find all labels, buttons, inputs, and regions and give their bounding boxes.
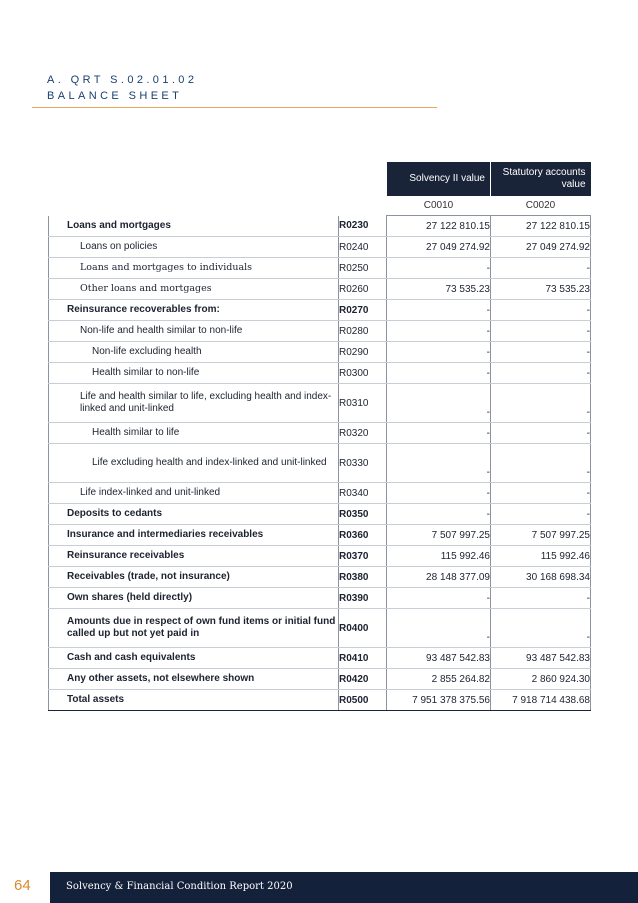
row-solvency-value: -: [387, 609, 491, 648]
row-label: Reinsurance receivables: [49, 546, 339, 567]
row-label: Own shares (held directly): [49, 588, 339, 609]
table-row: [49, 300, 591, 321]
row-statutory-value: -: [491, 342, 591, 363]
row-label: Non-life excluding health: [49, 342, 339, 363]
table-row: [49, 384, 591, 423]
row-label: Non-life and health similar to non-life: [49, 321, 339, 342]
row-solvency-value: 115 992.46: [387, 546, 491, 567]
row-label: Life excluding health and index-linked and unit-linked: [49, 444, 339, 483]
table-row: [49, 504, 591, 525]
row-code: R0320: [339, 423, 387, 444]
row-solvency-value: -: [387, 321, 491, 342]
balance-sheet-table: [48, 162, 591, 711]
table-row: [49, 423, 591, 444]
table-row: [49, 588, 591, 609]
row-label: Deposits to cedants: [49, 504, 339, 525]
heading-divider: [32, 107, 437, 108]
row-statutory-value: -: [491, 258, 591, 279]
section-title: BALANCE SHEET: [47, 90, 183, 102]
row-statutory-value: 27 122 810.15: [491, 216, 591, 237]
row-code: R0380: [339, 567, 387, 588]
row-solvency-value: 27 122 810.15: [387, 216, 491, 237]
row-statutory-value: -: [491, 384, 591, 423]
row-label: Receivables (trade, not insurance): [49, 567, 339, 588]
table-row: [49, 648, 591, 669]
row-solvency-value: -: [387, 342, 491, 363]
row-statutory-value: -: [491, 483, 591, 504]
row-solvency-value: 28 148 377.09: [387, 567, 491, 588]
row-statutory-value: 27 049 274.92: [491, 237, 591, 258]
row-statutory-value: 30 168 698.34: [491, 567, 591, 588]
row-solvency-value: 2 855 264.82: [387, 669, 491, 690]
row-code: R0370: [339, 546, 387, 567]
row-code: R0420: [339, 669, 387, 690]
row-label: Life index-linked and unit-linked: [49, 483, 339, 504]
row-solvency-value: -: [387, 444, 491, 483]
table-row-total: [49, 690, 591, 711]
row-code: R0250: [339, 258, 387, 279]
col-header-statutory: Statutory accounts value: [491, 162, 591, 196]
row-statutory-value: -: [491, 363, 591, 384]
row-statutory-value: -: [491, 588, 591, 609]
row-code: R0240: [339, 237, 387, 258]
row-code: R0260: [339, 279, 387, 300]
row-label: Insurance and intermediaries receivables: [49, 525, 339, 546]
row-code: R0360: [339, 525, 387, 546]
row-solvency-value: 7 951 378 375.56: [387, 690, 491, 711]
row-statutory-value: 93 487 542.83: [491, 648, 591, 669]
row-code: R0300: [339, 363, 387, 384]
row-statutory-value: -: [491, 504, 591, 525]
row-code: R0410: [339, 648, 387, 669]
row-statutory-value: -: [491, 423, 591, 444]
row-label: Cash and cash equivalents: [49, 648, 339, 669]
row-statutory-value: 7 918 714 438.68: [491, 690, 591, 711]
row-code: R0350: [339, 504, 387, 525]
row-label: Loans and mortgages: [49, 216, 339, 237]
row-label: Reinsurance recoverables from:: [49, 300, 339, 321]
row-code: R0270: [339, 300, 387, 321]
table-row: [49, 444, 591, 483]
row-code: R0310: [339, 384, 387, 423]
row-code: R0330: [339, 444, 387, 483]
row-statutory-value: -: [491, 444, 591, 483]
table-row: [49, 342, 591, 363]
table-row: [49, 258, 591, 279]
row-statutory-value: 2 860 924.30: [491, 669, 591, 690]
row-statutory-value: 7 507 997.25: [491, 525, 591, 546]
table-row: [49, 321, 591, 342]
row-solvency-value: 73 535.23: [387, 279, 491, 300]
row-label: Loans and mortgages to individuals: [49, 258, 339, 279]
row-label: Total assets: [49, 690, 339, 711]
row-label: Life and health similar to life, excluding health and index-linked and unit-linked: [49, 384, 339, 423]
row-statutory-value: 73 535.23: [491, 279, 591, 300]
section-heading: [47, 72, 197, 104]
table-row: [49, 363, 591, 384]
row-code: R0500: [339, 690, 387, 711]
row-code: R0290: [339, 342, 387, 363]
table-row: [49, 546, 591, 567]
col-header-solvency: Solvency II value: [387, 162, 491, 196]
row-code: R0390: [339, 588, 387, 609]
col-code-c0020: C0020: [491, 196, 591, 216]
row-code: R0400: [339, 609, 387, 648]
footer-title: Solvency & Financial Condition Report 2020: [66, 881, 293, 892]
row-statutory-value: -: [491, 609, 591, 648]
row-solvency-value: -: [387, 363, 491, 384]
row-solvency-value: -: [387, 300, 491, 321]
row-solvency-value: -: [387, 504, 491, 525]
row-label: Health similar to non-life: [49, 363, 339, 384]
row-solvency-value: -: [387, 384, 491, 423]
row-label: Any other assets, not elsewhere shown: [49, 669, 339, 690]
table-row: [49, 609, 591, 648]
table-row: [49, 237, 591, 258]
page-footer: [0, 872, 638, 903]
table-row: [49, 669, 591, 690]
row-solvency-value: 27 049 274.92: [387, 237, 491, 258]
table-row: [49, 567, 591, 588]
row-statutory-value: 115 992.46: [491, 546, 591, 567]
table-row: [49, 525, 591, 546]
row-solvency-value: -: [387, 258, 491, 279]
row-solvency-value: -: [387, 588, 491, 609]
row-statutory-value: -: [491, 321, 591, 342]
row-code: R0230: [339, 216, 387, 237]
section-code: A. QRT S.02.01.02: [47, 74, 198, 86]
row-label: Amounts due in respect of own fund items or initial fund called up but not yet paid in: [49, 609, 339, 648]
row-solvency-value: 93 487 542.83: [387, 648, 491, 669]
row-code: R0280: [339, 321, 387, 342]
col-code-c0010: C0010: [387, 196, 491, 216]
row-solvency-value: -: [387, 483, 491, 504]
row-code: R0340: [339, 483, 387, 504]
table-row: [49, 483, 591, 504]
row-solvency-value: -: [387, 423, 491, 444]
row-label: Health similar to life: [49, 423, 339, 444]
row-label: Loans on policies: [49, 237, 339, 258]
row-label: Other loans and mortgages: [49, 279, 339, 300]
table-row: [49, 216, 591, 237]
row-statutory-value: -: [491, 300, 591, 321]
page-number: 64: [14, 877, 31, 894]
table-row: [49, 279, 591, 300]
row-solvency-value: 7 507 997.25: [387, 525, 491, 546]
